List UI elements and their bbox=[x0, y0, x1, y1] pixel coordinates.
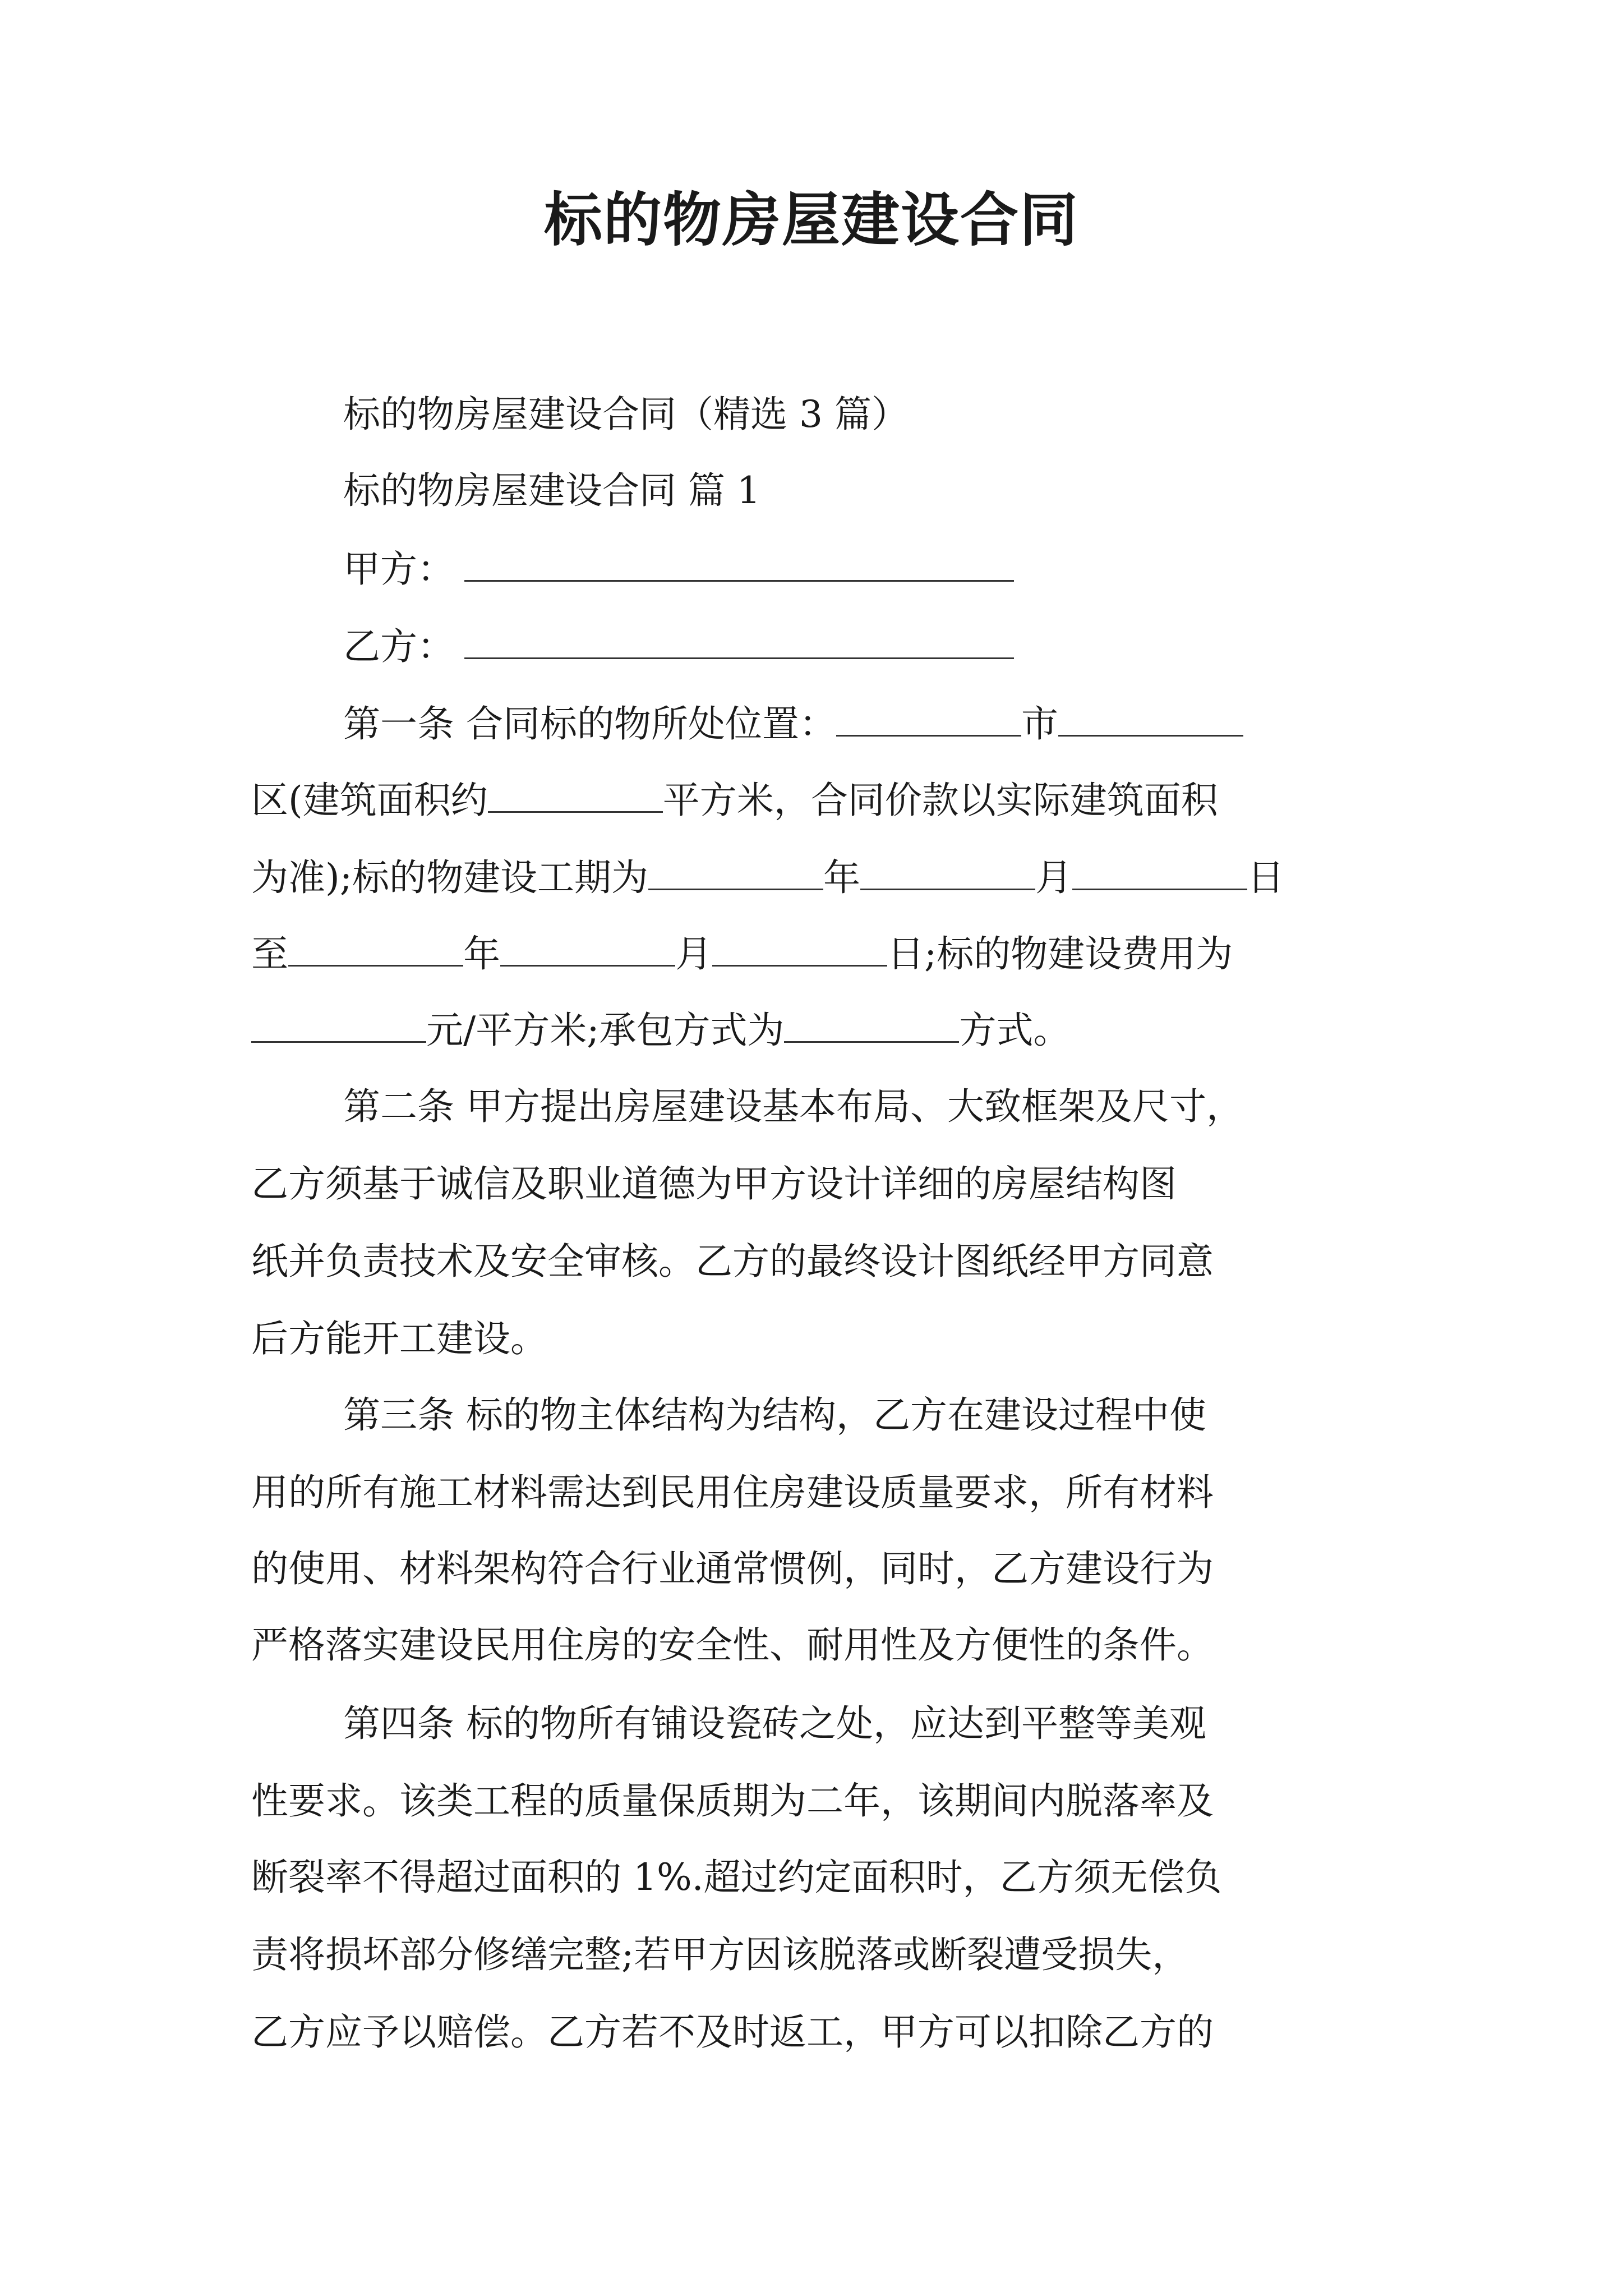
article-2-line-1: 第二条 甲方提出房屋建设基本布局、大致框架及尺寸， bbox=[343, 1085, 1243, 1128]
article-3-line-1: 第三条 标的物主体结构为结构，乙方在建设过程中使 bbox=[343, 1393, 1206, 1437]
article-1-line-2 bbox=[251, 779, 1392, 822]
article-1-text: 年 bbox=[463, 932, 500, 976]
article-1-text: 元/平方米;承包方式为 bbox=[426, 1009, 785, 1052]
fill-blank bbox=[836, 705, 1021, 737]
article-1-text: 平方米，合同价款以实际建筑面积 bbox=[662, 779, 1218, 822]
party-b-label: 乙方： bbox=[343, 625, 454, 668]
article-4-line-4: 责将损坏部分修缮完整;若甲方因该脱落或断裂遭受损失， bbox=[251, 1933, 1189, 1976]
article-1-text: 月 bbox=[675, 932, 712, 976]
article-1-text: 日;标的物建设费用为 bbox=[887, 932, 1233, 976]
fill-blank bbox=[500, 935, 675, 967]
party-a-line bbox=[343, 547, 1484, 591]
party-b-blank bbox=[464, 627, 1014, 659]
fill-blank bbox=[784, 1011, 959, 1043]
document-title: 标的物房屋建设合同 bbox=[543, 186, 1079, 254]
article-4-line-1: 第四条 标的物所有铺设瓷砖之处，应达到平整等美观 bbox=[343, 1702, 1206, 1745]
fill-blank bbox=[1072, 858, 1247, 890]
fill-blank bbox=[648, 858, 823, 890]
article-3-line-4: 严格落实建设民用住房的安全性、耐用性及方便性的条件。 bbox=[251, 1623, 1214, 1667]
party-a-blank bbox=[464, 550, 1014, 582]
article-4-line-2: 性要求。该类工程的质量保质期为二年，该期间内脱落率及 bbox=[251, 1779, 1214, 1823]
fill-blank bbox=[251, 1011, 426, 1043]
fill-blank bbox=[1058, 705, 1243, 737]
article-2-line-2: 乙方须基于诚信及职业道德为甲方设计详细的房屋结构图 bbox=[251, 1162, 1177, 1205]
article-1-line-4 bbox=[251, 932, 1392, 976]
party-a-label: 甲方： bbox=[343, 547, 454, 591]
article-2-line-4: 后方能开工建设。 bbox=[251, 1317, 547, 1360]
article-1-text: 第一条 合同标的物所处位置： bbox=[343, 702, 836, 746]
article-1-text: 至 bbox=[251, 932, 288, 976]
article-3-line-3: 的使用、材料架构符合行业通常惯例，同时，乙方建设行为 bbox=[251, 1547, 1214, 1590]
article-4-line-5: 乙方应予以赔偿。乙方若不及时返工，甲方可以扣除乙方的 bbox=[251, 2010, 1214, 2054]
article-1-text: 方式。 bbox=[959, 1009, 1071, 1052]
fill-blank bbox=[712, 935, 887, 967]
fill-blank bbox=[860, 858, 1035, 890]
article-1-text: 区(建筑面积约 bbox=[251, 779, 488, 822]
article-1-line-1 bbox=[343, 702, 1484, 746]
article-2-line-3: 纸并负责技术及安全审核。乙方的最终设计图纸经甲方同意 bbox=[251, 1240, 1214, 1283]
section-heading: 标的物房屋建设合同 篇 1 bbox=[343, 469, 760, 512]
article-3-line-2: 用的所有施工材料需达到民用住房建设质量要求，所有材料 bbox=[251, 1471, 1214, 1514]
document-subtitle: 标的物房屋建设合同（精选 3 篇） bbox=[343, 393, 909, 436]
fill-blank bbox=[488, 781, 663, 813]
article-1-text: 月 bbox=[1035, 856, 1072, 899]
article-1-text: 日 bbox=[1247, 856, 1284, 899]
party-b-line bbox=[343, 625, 1484, 668]
fill-blank bbox=[288, 935, 463, 967]
article-4-line-3: 断裂率不得超过面积的 1%.超过约定面积时，乙方须无偿负 bbox=[251, 1856, 1222, 1899]
article-1-line-5 bbox=[251, 1009, 1392, 1052]
article-1-text: 年 bbox=[823, 856, 860, 899]
article-1-text: 市 bbox=[1021, 702, 1058, 746]
article-1-text: 为准);标的物建设工期为 bbox=[251, 856, 648, 899]
article-1-line-3 bbox=[251, 856, 1392, 899]
